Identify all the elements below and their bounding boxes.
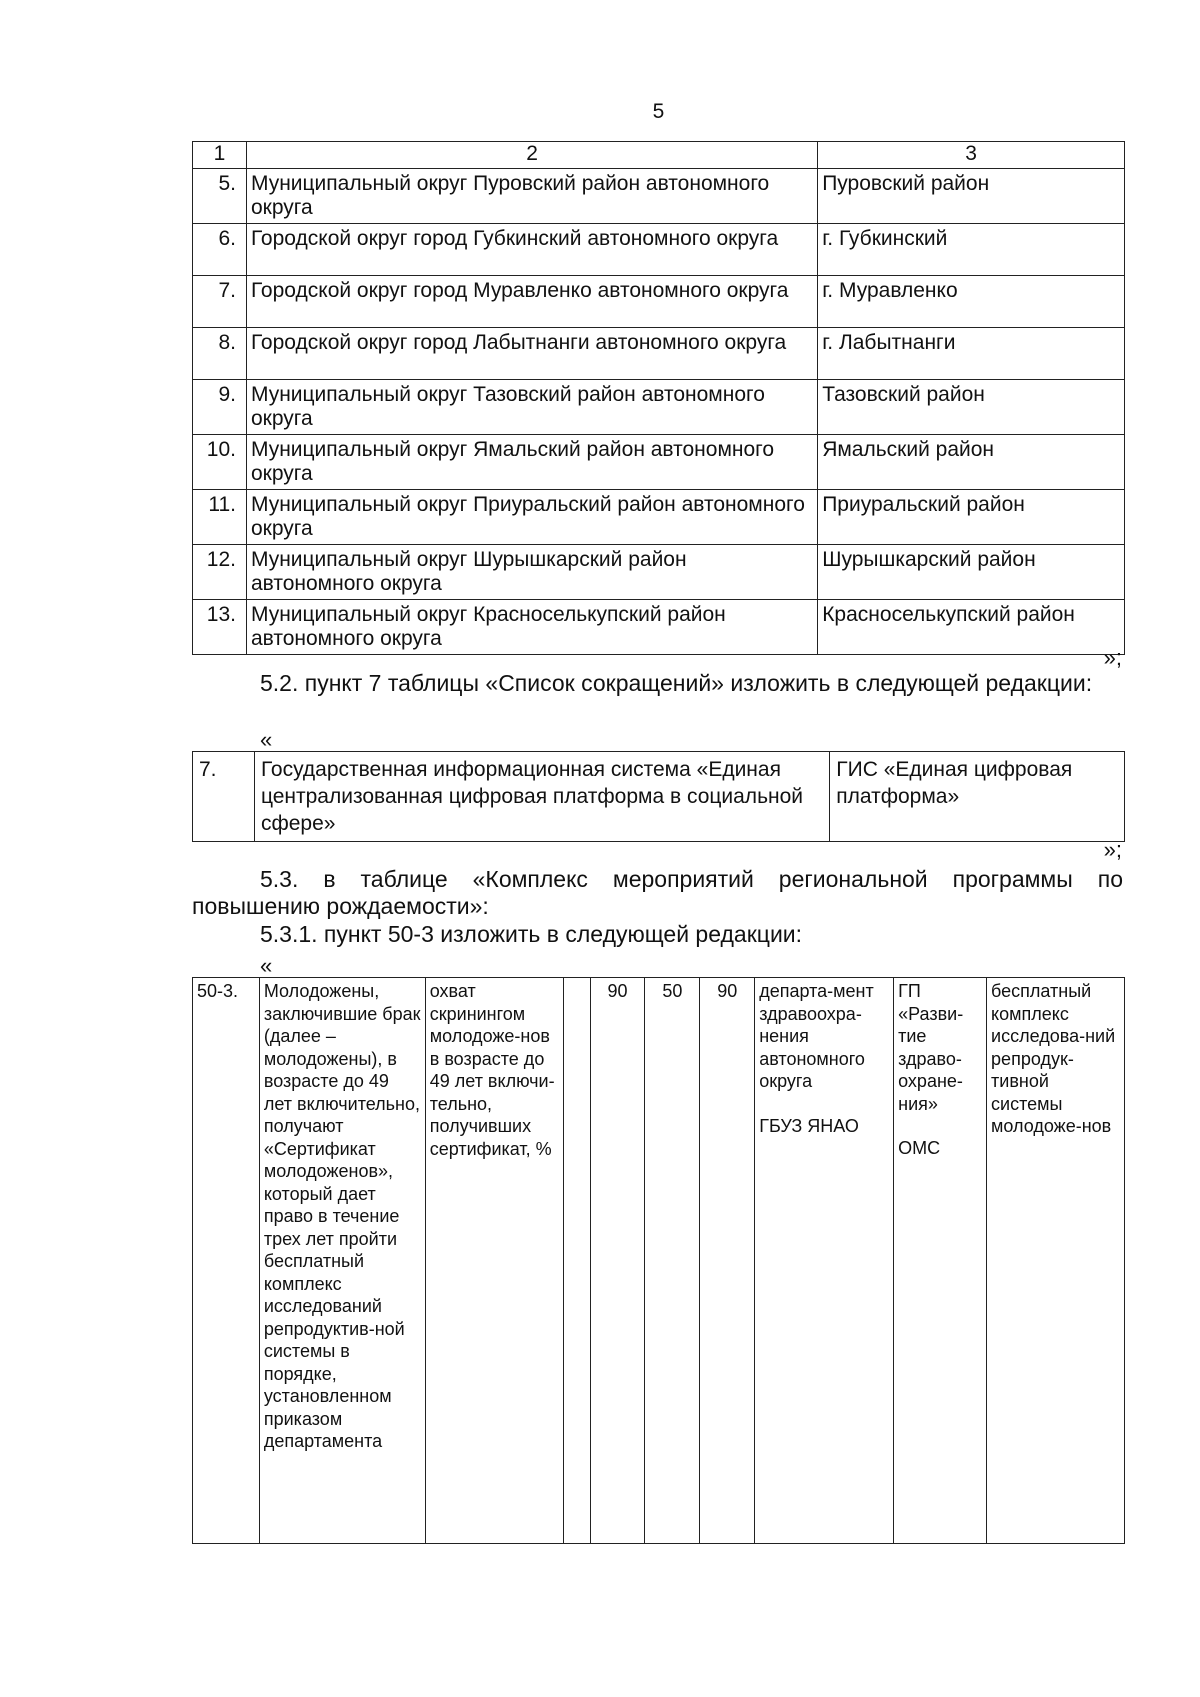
table-row: [193, 435, 1125, 490]
table-header-row: [193, 142, 1125, 169]
column-header: 2: [246, 142, 817, 169]
closing-quote: »;: [1103, 837, 1122, 862]
page-number: 5: [652, 100, 665, 123]
value-cell: 90: [700, 978, 755, 1544]
executor-department: департа-мент здравоохра-нения автономного округа: [759, 981, 874, 1091]
table-row: [193, 224, 1125, 276]
value-cell: 90: [590, 978, 645, 1544]
row-number: 12.: [193, 545, 247, 600]
municipality-name: Муниципальный округ Шурышкарский район автономного округа: [246, 545, 817, 600]
funding-oms: ОМС: [898, 1138, 941, 1158]
value-cell: 50: [645, 978, 700, 1544]
table-row: [193, 978, 1125, 1544]
row-number: 13.: [193, 600, 247, 655]
row-number: 5.: [193, 169, 247, 224]
closing-quote: »;: [1103, 645, 1122, 670]
paragraph-5-3-1: 5.3.1. пункт 50-3 изложить в следующей редакции:: [260, 921, 803, 947]
short-name: Красноселькупский район: [818, 600, 1125, 655]
executor-hospital: ГБУЗ ЯНАО: [759, 1115, 859, 1136]
municipality-name: Муниципальный округ Пуровский район автономного округа: [246, 169, 817, 224]
municipality-name: Муниципальный округ Приуральский район автономного округа: [246, 490, 817, 545]
column-header: 1: [193, 142, 247, 169]
short-name: Шурышкарский район: [818, 545, 1125, 600]
row-number: 11.: [193, 490, 247, 545]
column-header: 3: [818, 142, 1125, 169]
table-row: [193, 752, 1125, 842]
row-number: 8.: [193, 328, 247, 380]
municipality-name: Городской округ город Губкинский автономного округа: [246, 224, 817, 276]
municipality-name: Муниципальный округ Красноселькупский район автономного округа: [246, 600, 817, 655]
short-name: Приуральский район: [818, 490, 1125, 545]
paragraph-5-3: 5.3. в таблице «Комплекс мероприятий региональной программы по повышению рождаемости»:: [192, 866, 1123, 919]
row-number: 10.: [193, 435, 247, 490]
abbreviation: ГИС «Единая цифровая платформа»: [830, 752, 1125, 842]
table-row: [193, 276, 1125, 328]
municipality-name: Муниципальный округ Тазовский район автономного округа: [246, 380, 817, 435]
short-name: г. Муравленко: [818, 276, 1125, 328]
table-row: [193, 600, 1125, 655]
row-number: 7.: [193, 276, 247, 328]
indicator: охват скринингом молодоже-нов в возрасте до 49 лет включи-тельно, получивших сертификат, %: [425, 978, 563, 1544]
measures-table: [192, 977, 1125, 1544]
funding-program: ГП «Разви-тие здраво-охране-ния»: [898, 981, 964, 1114]
municipalities-table: [192, 141, 1125, 655]
executors: [755, 978, 894, 1544]
municipality-name: Городской округ город Муравленко автономного округа: [246, 276, 817, 328]
row-number: 7.: [193, 752, 255, 842]
short-name: Ямальский район: [818, 435, 1125, 490]
table-row: [193, 490, 1125, 545]
paragraph-5-2: 5.2. пункт 7 таблицы «Список сокращений» изложить в следующей редакции:: [260, 670, 1093, 696]
empty-cell: [563, 978, 590, 1544]
table-row: [193, 169, 1125, 224]
municipality-name: Муниципальный округ Ямальский район автономного округа: [246, 435, 817, 490]
expected-result: бесплатный комплекс исследова-ний репродук-тивной системы молодоже-нов: [987, 978, 1125, 1544]
full-name: Государственная информационная система «Единая централизованная цифровая платформа в социальной сфере»: [254, 752, 829, 842]
short-name: г. Лабытнанги: [818, 328, 1125, 380]
abbreviations-table: [192, 751, 1125, 842]
row-number: 50-3.: [193, 978, 260, 1544]
table-row: [193, 328, 1125, 380]
table-row: [193, 380, 1125, 435]
row-number: 9.: [193, 380, 247, 435]
opening-quote: «: [260, 727, 273, 752]
municipality-name: Городской округ город Лабытнанги автономного округа: [246, 328, 817, 380]
short-name: Пуровский район: [818, 169, 1125, 224]
event-description: Молодожены, заключившие брак (далее – молодожены), в возрасте до 49 лет включительно, получают «Сертификат молодоженов», который дает право в течение трех лет пройти бесплатный комплекс исследований репродуктив-ной системы в порядке, установленном приказом департамента: [259, 978, 425, 1544]
table-row: [193, 545, 1125, 600]
short-name: Тазовский район: [818, 380, 1125, 435]
opening-quote: «: [260, 953, 273, 978]
short-name: г. Губкинский: [818, 224, 1125, 276]
row-number: 6.: [193, 224, 247, 276]
funding-sources: [894, 978, 987, 1544]
